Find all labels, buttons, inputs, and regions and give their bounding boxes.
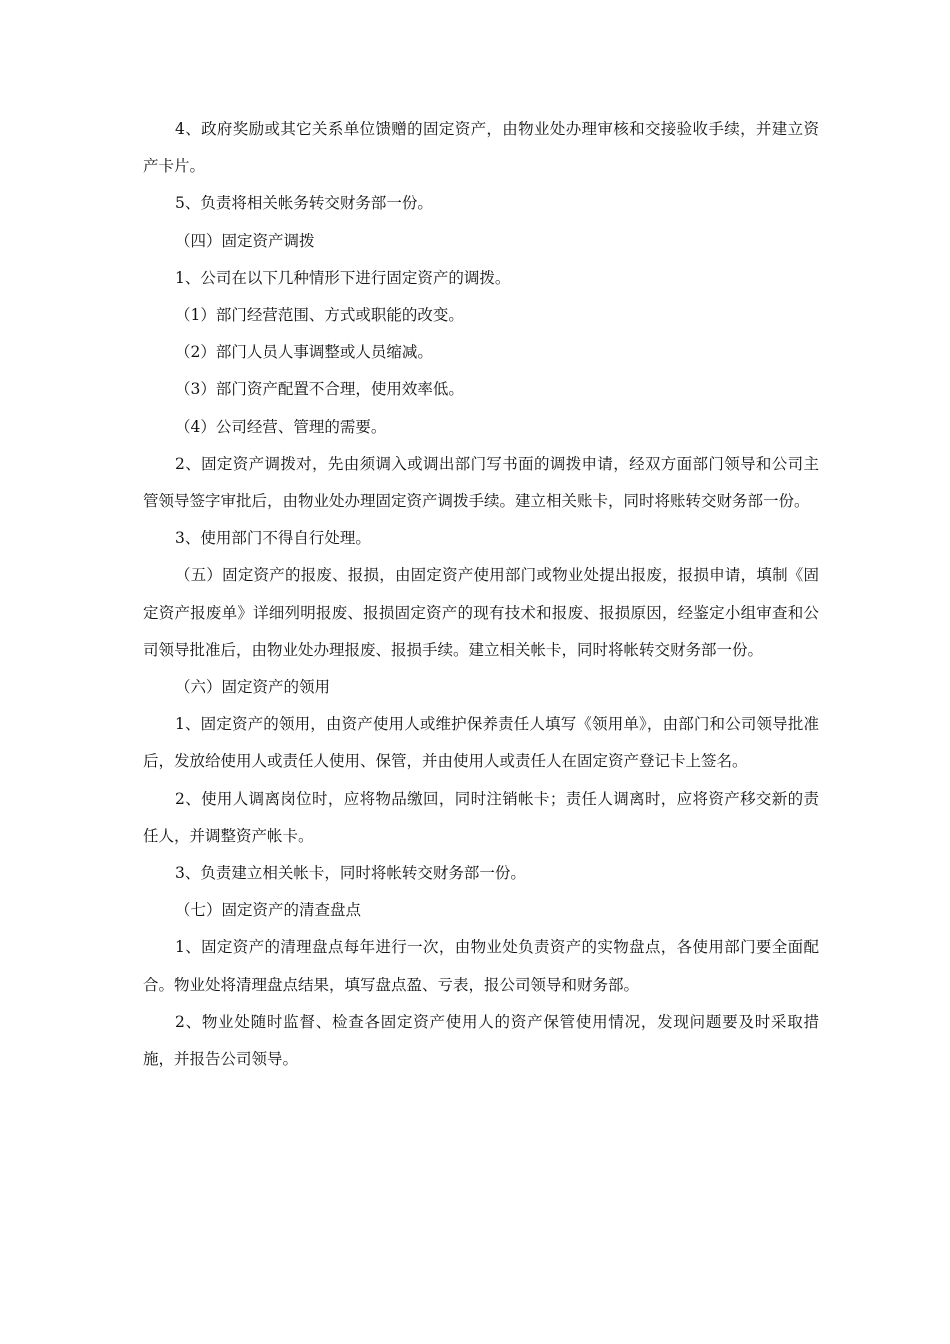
paragraph-allocation-procedure: 2、固定资产调拨对，先由须调入或调出部门写书面的调拨申请，经双方面部门领导和公司主管领导签字审批后，由物业处办理固定资产调拨手续。建立相关账卡，同时将账转交财务部一份。 bbox=[143, 454, 819, 511]
paragraph-annual-inventory: 1、固定资产的清理盘点每年进行一次，由物业处负责资产的实物盘点，各使用部门要全面配合。物业处将清理盘点结果，填写盘点盈、亏表，报公司领导和财务部。 bbox=[143, 938, 819, 994]
document-body bbox=[143, 111, 819, 1078]
paragraph-user-transfer: 2、使用人调离岗位时，应将物品缴回，同时注销帐卡；责任人调离时，应将资产移交新的责任人，并调整资产帐卡。 bbox=[143, 789, 819, 845]
list-item-case-2: （2）部门人员人事调整或人员缩减。 bbox=[175, 343, 433, 362]
paragraph-donated-assets: 4、政府奖励或其它关系单位馈赠的固定资产，由物业处办理审核和交接验收手续，并建立资产卡片。 bbox=[143, 120, 819, 176]
paragraph-transfer-accounts: 5、负责将相关帐务转交财务部一份。 bbox=[175, 194, 433, 213]
section-heading-allocation: （四）固定资产调拨 bbox=[175, 231, 315, 250]
paragraph-allocation-cases: 1、公司在以下几种情形下进行固定资产的调拨。 bbox=[175, 268, 511, 287]
paragraph-account-setup: 3、负责建立相关帐卡，同时将帐转交财务部一份。 bbox=[175, 864, 526, 883]
list-item-case-3: （3）部门资产配置不合理，使用效率低。 bbox=[175, 380, 464, 399]
paragraph-scrapping: （五）固定资产的报废、报损，由固定资产使用部门或物业处提出报废，报损申请，填制《固定资产报废单》详细列明报废、报损固定资产的现有技术和报废、报损原因，经鉴定小组审查和公司领导批准后，由物业处办理报废、报损手续。建立相关帐卡，同时将帐转交财务部一份。 bbox=[143, 566, 819, 659]
paragraph-requisition-procedure: 1、固定资产的领用，由资产使用人或维护保养责任人填写《领用单》，由部门和公司领导批准后，发放给使用人或责任人使用、保管，并由使用人或责任人在固定资产登记卡上签名。 bbox=[143, 715, 819, 771]
paragraph-no-self-handling: 3、使用部门不得自行处理。 bbox=[175, 529, 371, 548]
section-heading-requisition: （六）固定资产的领用 bbox=[175, 678, 331, 697]
paragraph-supervision: 2、物业处随时监督、检查各固定资产使用人的资产保管使用情况，发现问题要及时采取措施，并报告公司领导。 bbox=[143, 1012, 819, 1069]
section-heading-inventory: （七）固定资产的清查盘点 bbox=[175, 901, 362, 920]
list-item-case-1: （1）部门经营范围、方式或职能的改变。 bbox=[175, 306, 464, 325]
list-item-case-4: （4）公司经营、管理的需要。 bbox=[175, 417, 387, 436]
